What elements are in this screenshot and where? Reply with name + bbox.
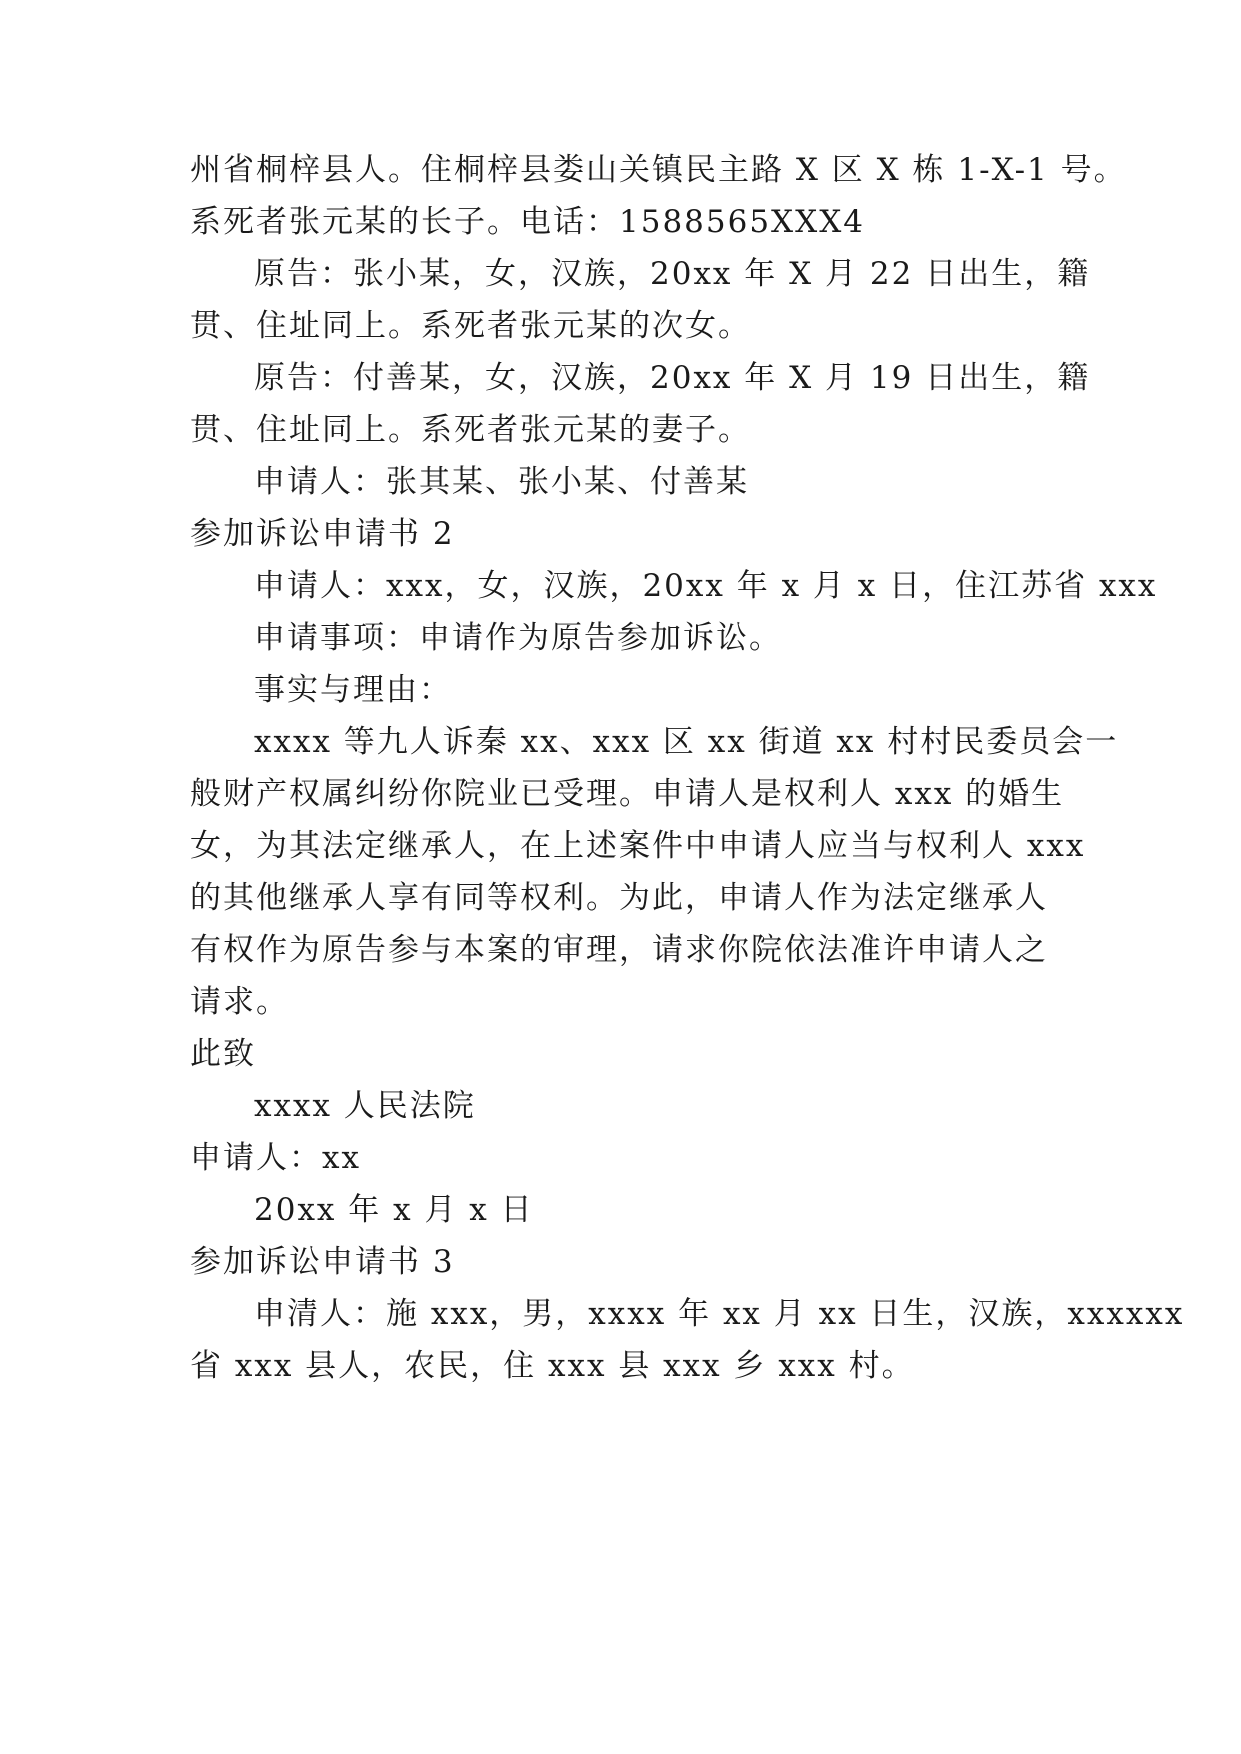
text-line: 申请人：张其某、张小某、付善某 [254,464,749,500]
text-line: 般财产权属纠纷你院业已受理。申请人是权利人 xxx 的婚生 [190,776,1065,812]
text-line: 有权作为原告参与本案的审理，请求你院依法准许申请人之 [190,932,1048,968]
text-line: 系死者张元某的长子。电话：1588565XXX4 [190,204,865,240]
text-line: 省 xxx 县人，农民，住 xxx 县 xxx 乡 xxx 村。 [190,1348,915,1384]
section-heading: 参加诉讼申请书 2 [190,516,455,552]
text-line: 申请事项：申请作为原告参加诉讼。 [254,620,782,656]
text-line: 贯、住址同上。系死者张元某的妻子。 [190,412,751,448]
text-line: 女，为其法定继承人，在上述案件中申请人应当与权利人 xxx [190,828,1086,864]
text-line: 20xx 年 x 月 x 日 [254,1192,534,1228]
text-line: 州省桐梓县人。住桐梓县娄山关镇民主路 X 区 X 栋 1-X-1 号。 [190,152,1127,188]
text-line: xxxx 等九人诉秦 xx、xxx 区 xx 街道 xx 村村民委员会一 [254,724,1119,760]
text-line: 申清人：施 xxx，男，xxxx 年 xx 月 xx 日生，汉族，xxxxxx [254,1296,1185,1332]
text-line: 申请人：xxx，女，汉族，20xx 年 x 月 x 日，住江苏省 xxx [254,568,1158,604]
section-heading: 参加诉讼申请书 3 [190,1244,455,1280]
text-line: 原告：张小某，女，汉族，20xx 年 X 月 22 日出生，籍 [254,256,1091,292]
text-line: 原告：付善某，女，汉族，20xx 年 X 月 19 日出生，籍 [254,360,1091,396]
text-line: 贯、住址同上。系死者张元某的次女。 [190,308,751,344]
text-line: 事实与理由： [254,672,452,708]
text-line: 此致 [190,1036,256,1072]
text-line: 的其他继承人享有同等权利。为此，申请人作为法定继承人 [190,880,1048,916]
text-line: 申请人：xx [190,1140,361,1176]
text-line: xxxx 人民法院 [254,1088,476,1124]
text-line: 请求。 [190,984,289,1020]
